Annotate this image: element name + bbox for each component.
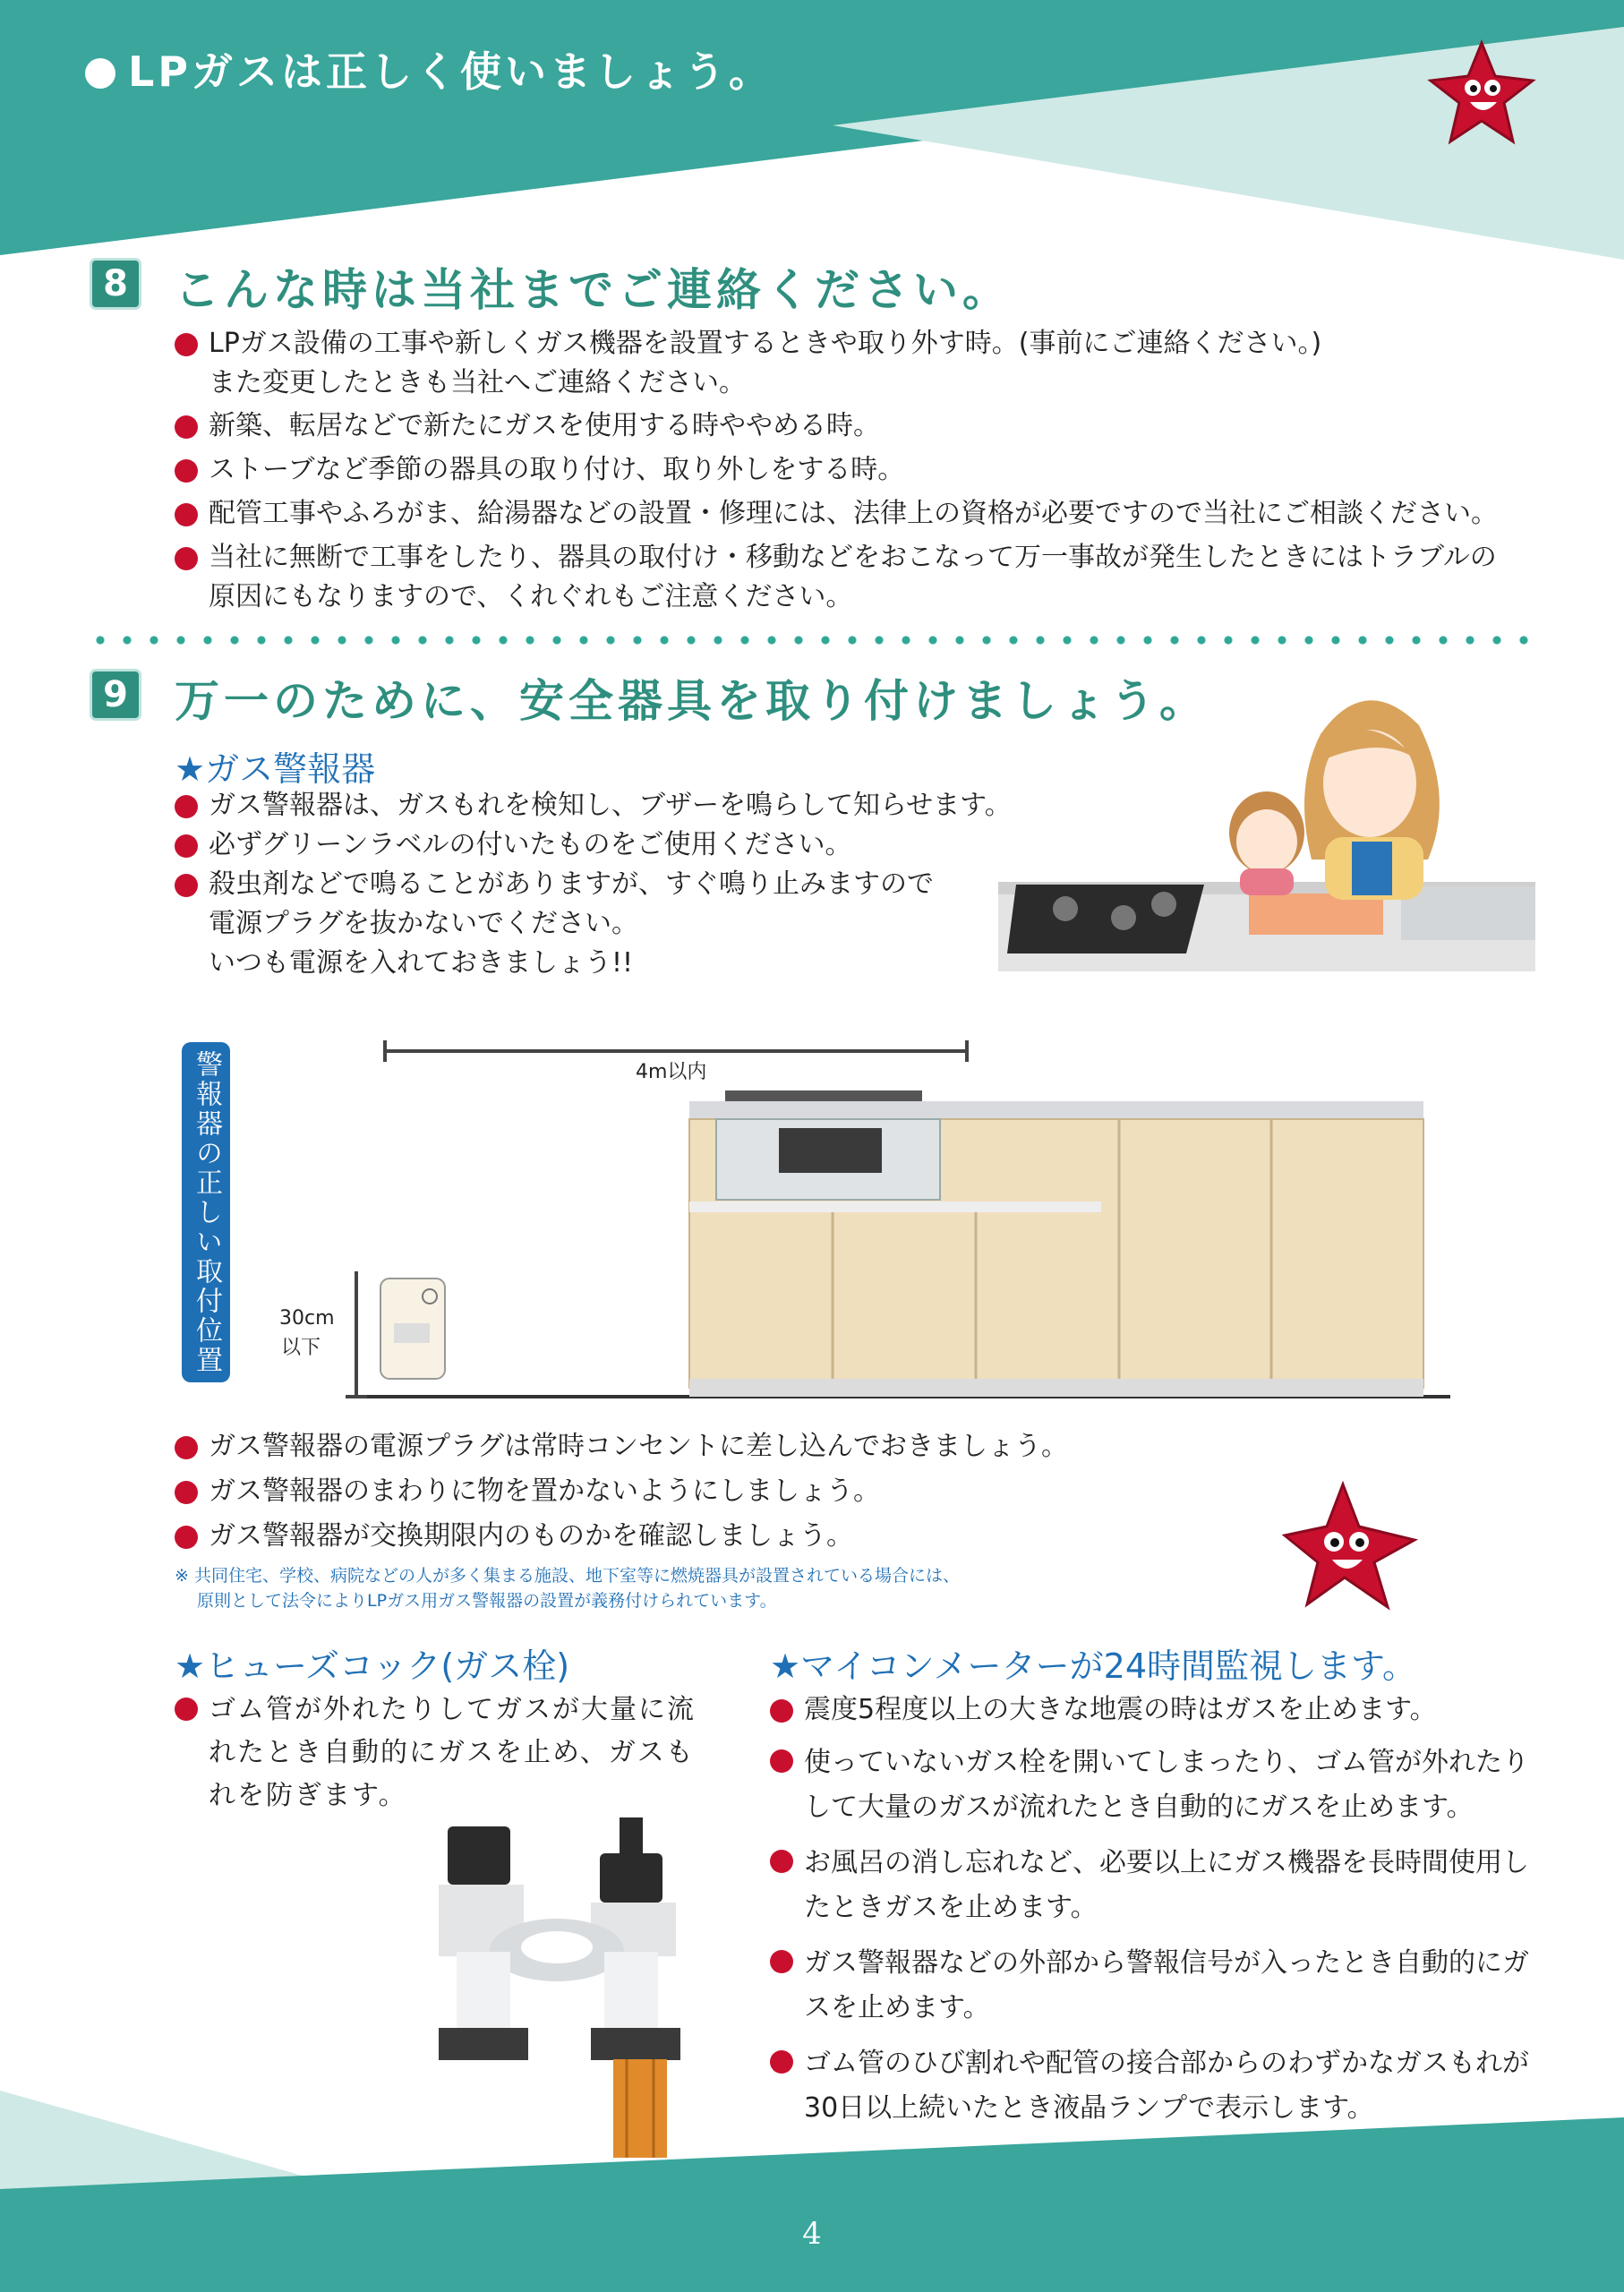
list-item: ガス警報器などの外部から警報信号が入ったとき自動的にガスを止めます。 [770, 1941, 1540, 2031]
gas-alarm-list [175, 786, 1034, 983]
alarm-position-label: 警報器の正しい取付位置 [182, 1042, 230, 1382]
fuse-cock-list [175, 1689, 712, 1817]
height-label-sub: 以下 [281, 1337, 321, 1359]
list-item: LPガス設備の工事や新しくガス機器を設置するときや取り外す時。(事前にご連絡ください。) また変更したときも当社へご連絡ください。 [175, 324, 1535, 403]
list-item: 当社に無断で工事をしたり、器具の取付け・移動などをおこなって万一事故が発生したときにはトラブルの原因にもなりますので、くれぐれもご注意ください。 [175, 538, 1516, 617]
mascot-star-icon [1280, 1477, 1423, 1612]
list-item: ストーブなど季節の器具の取り付け、取り外しをする時。 [175, 450, 1535, 490]
list-item: ガス警報器の電源プラグは常時コンセントに差し込んでおきましょう。 [175, 1427, 1249, 1467]
list-item: ゴム管のひび割れや配管の接合部からのわずかなガスもれが30日以上続いたとき液晶ランプで表示します。 [770, 2041, 1540, 2131]
dotted-divider [87, 635, 1537, 646]
list-item: ガス警報器は、ガスもれを検知し、ブザーを鳴らして知らせます。 [175, 786, 1034, 825]
list-item: 震度5程度以上の大きな地震の時はガスを止めます。 [770, 1690, 1540, 1730]
kitchen-illustration [998, 680, 1535, 1012]
list-item: ゴム管が外れたりしてガスが大量に流れたとき自動的にガスを止め、ガスもれを防ぎます。 [175, 1689, 712, 1817]
alarm-tips-list [175, 1427, 1249, 1556]
legal-note: ※ 共同住宅、学校、病院などの人が多く集まる施設、地下室等に燃焼器具が設置されている場合には、 原則として法令によりLPガス用ガス警報器の設置が義務付けられています。 [175, 1566, 960, 1611]
list-item: 新築、転居などで新たにガスを使用する時ややめる時。 [175, 406, 1535, 446]
gas-alarm-heading: ★ガス警報器 [175, 749, 376, 789]
list-item: 配管工事やふろがま、給湯器などの設置・修理には、法律上の資格が必要ですので当社にご相談ください。 [175, 494, 1535, 534]
section-8-title: こんな時は当社までご連絡ください。 [175, 264, 1012, 316]
height-label: 30cm [279, 1307, 335, 1330]
section-9-number: 9 [92, 671, 139, 718]
section-9-title: 万一のために、安全器具を取り付けましょう。 [175, 675, 1209, 727]
list-item: 必ずグリーンラベルの付いたものをご使用ください。 [175, 825, 1034, 865]
section-8-list [175, 324, 1535, 617]
bullet-circle-icon [85, 58, 115, 89]
meter-list [770, 1690, 1540, 2131]
list-item: 殺虫剤などで鳴ることがありますが、すぐ鳴り止みますので 電源プラグを抜かないでください。 いつも電源を入れておきましょう!! [175, 865, 1034, 983]
alarm-position-diagram [260, 1039, 1468, 1406]
page-number: 4 [802, 2216, 822, 2252]
list-item: お風呂の消し忘れなど、必要以上にガス機器を長時間使用したときガスを止めます。 [770, 1841, 1540, 1930]
distance-label: 4m以内 [636, 1061, 707, 1083]
mascot-star-icon [1423, 36, 1540, 152]
meter-heading: ★マイコンメーターが24時間監視します。 [770, 1646, 1416, 1686]
list-item: ガス警報器が交換期限内のものかを確認しましょう。 [175, 1517, 1249, 1556]
list-item: ガス警報器のまわりに物を置かないようにしましょう。 [175, 1472, 1249, 1511]
footer-band [0, 2091, 1624, 2292]
fuse-cock-heading: ★ヒューズコック(ガス栓) [175, 1646, 570, 1686]
section-8-number: 8 [92, 261, 139, 307]
header-title: LPガスは正しく使いましょう。 [85, 39, 774, 98]
list-item: 使っていないガス栓を開いてしまったり、ゴム管が外れたりして大量のガスが流れたとき自動的にガスを止めます。 [770, 1740, 1540, 1830]
